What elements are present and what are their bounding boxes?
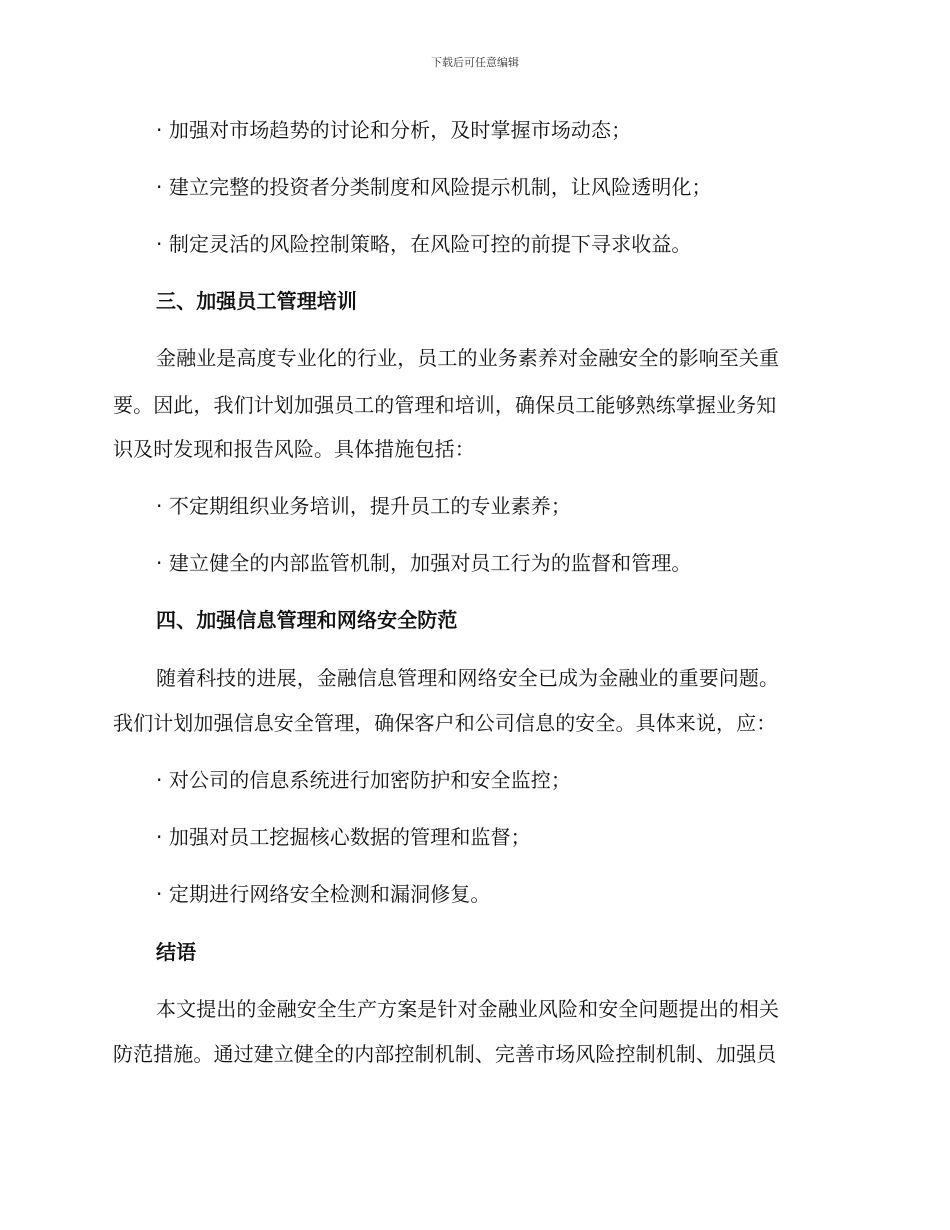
- list-item: · 加强对员工挖掘核心数据的管理和监督；: [156, 825, 531, 849]
- list-item: · 对公司的信息系统进行加密防护和安全监控；: [156, 768, 571, 792]
- paragraph-line: 要。因此，我们计划加强员工的管理和培训，确保员工能够熟练掌握业务知: [113, 393, 777, 417]
- paragraph-line: 金融业是高度专业化的行业，员工的业务素养对金融安全的影响至关重: [156, 346, 780, 370]
- list-item: · 不定期组织业务培训，提升员工的专业素养；: [156, 494, 571, 518]
- section-heading: 四、加强信息管理和网络安全防范: [156, 608, 458, 632]
- section-heading: 三、加强员工管理培训: [156, 289, 357, 313]
- paragraph-line: 本文提出的金融安全生产方案是针对金融业风险和安全问题提出的相关: [156, 997, 780, 1021]
- list-item: · 定期进行网络安全检测和漏洞修复。: [156, 882, 491, 906]
- paragraph-line: 识及时发现和报告风险。具体措施包括：: [113, 437, 475, 461]
- paragraph-line: 随着科技的进展，金融信息管理和网络安全已成为金融业的重要问题。: [156, 666, 780, 690]
- list-item: · 建立完整的投资者分类制度和风险提示机制，让风险透明化；: [156, 175, 712, 199]
- paragraph-line: 我们计划加强信息安全管理，确保客户和公司信息的安全。具体来说，应：: [113, 711, 777, 735]
- paragraph-line: 防范措施。通过建立健全的内部控制机制、完善市场风险控制机制、加强员: [113, 1042, 777, 1066]
- section-heading: 结语: [156, 940, 197, 964]
- list-item: · 加强对市场趋势的讨论和分析，及时掌握市场动态；: [156, 118, 632, 142]
- list-item: · 制定灵活的风险控制策略，在风险可控的前提下寻求收益。: [156, 232, 692, 256]
- page-header-note: 下载后可任意编辑: [431, 56, 519, 69]
- list-item: · 建立健全的内部监管机制，加强对员工行为的监督和管理。: [156, 551, 692, 575]
